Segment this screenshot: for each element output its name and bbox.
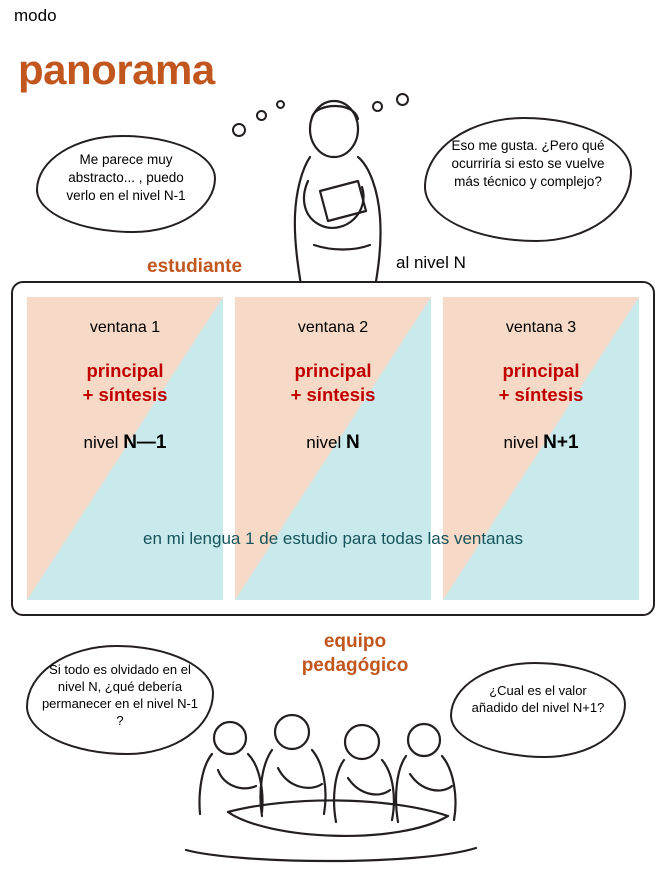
window-main-label xyxy=(499,359,584,406)
window-main-line2: + síntesis xyxy=(82,383,168,405)
windows-panel xyxy=(11,281,655,616)
bubble-student-right-text: Eso me gusta. ¿Pero qué ocurriría si esto se vuelve más técnico y complejo? xyxy=(451,138,605,189)
window-main-line1: principal xyxy=(502,360,580,381)
window-main-line2: + síntesis xyxy=(290,383,376,405)
bubble-student-left xyxy=(36,135,216,233)
caption-team-line2: pedagógico xyxy=(301,654,409,676)
thought-dot-icon xyxy=(256,110,267,121)
window-name: ventana 1 xyxy=(89,319,161,336)
bubble-team-left-text: Si todo es olvidado en el nivel N, ¿qué debería permanecer en el nivel N-1 ? xyxy=(41,662,199,729)
window-level xyxy=(503,432,578,454)
window-card[interactable] xyxy=(235,297,431,600)
thought-dot-icon xyxy=(232,123,246,137)
window-main-label xyxy=(291,359,376,406)
bubble-student-right xyxy=(424,117,632,242)
window-level xyxy=(306,432,359,454)
window-main-line2: + síntesis xyxy=(498,383,584,405)
window-level-value: N—1 xyxy=(123,432,167,454)
bubble-team-right-text: ¿Cual es el valor añadido del nivel N+1? xyxy=(471,683,605,716)
bubble-team-left xyxy=(26,645,214,755)
caption-team-line1: equipo xyxy=(323,631,387,652)
window-name: ventana 3 xyxy=(505,319,577,336)
language-note: en mi lengua 1 de estudio para todas las ventanas xyxy=(143,529,523,548)
windows-row xyxy=(13,283,653,614)
window-card[interactable] xyxy=(27,297,223,600)
window-main-line1: principal xyxy=(86,360,164,381)
window-card[interactable] xyxy=(443,297,639,600)
window-level-value: N xyxy=(345,432,360,454)
window-name: ventana 2 xyxy=(297,319,369,336)
window-level-prefix: nivel xyxy=(503,433,544,453)
team-meeting-line-drawing xyxy=(168,700,498,873)
thought-dot-icon xyxy=(396,93,409,106)
thought-dot-icon xyxy=(372,101,383,112)
thought-dot-icon xyxy=(276,100,285,109)
window-level-value: N+1 xyxy=(543,432,579,454)
student-line-drawing xyxy=(262,95,412,305)
bubble-team-right xyxy=(450,662,626,758)
caption-level: al nivel N xyxy=(396,253,466,272)
window-level-prefix: nivel xyxy=(306,433,346,453)
caption-team xyxy=(290,630,420,678)
window-level xyxy=(84,432,167,454)
window-main-line1: principal xyxy=(294,360,372,381)
window-level-prefix: nivel xyxy=(83,433,124,453)
mode-label: modo xyxy=(14,6,57,25)
window-main-label xyxy=(83,359,168,406)
bubble-student-left-text: Me parece muy abstracto... , puedo verlo en el nivel N-1 xyxy=(66,152,186,203)
caption-student: estudiante xyxy=(147,256,243,277)
page-title: panorama xyxy=(18,46,215,93)
